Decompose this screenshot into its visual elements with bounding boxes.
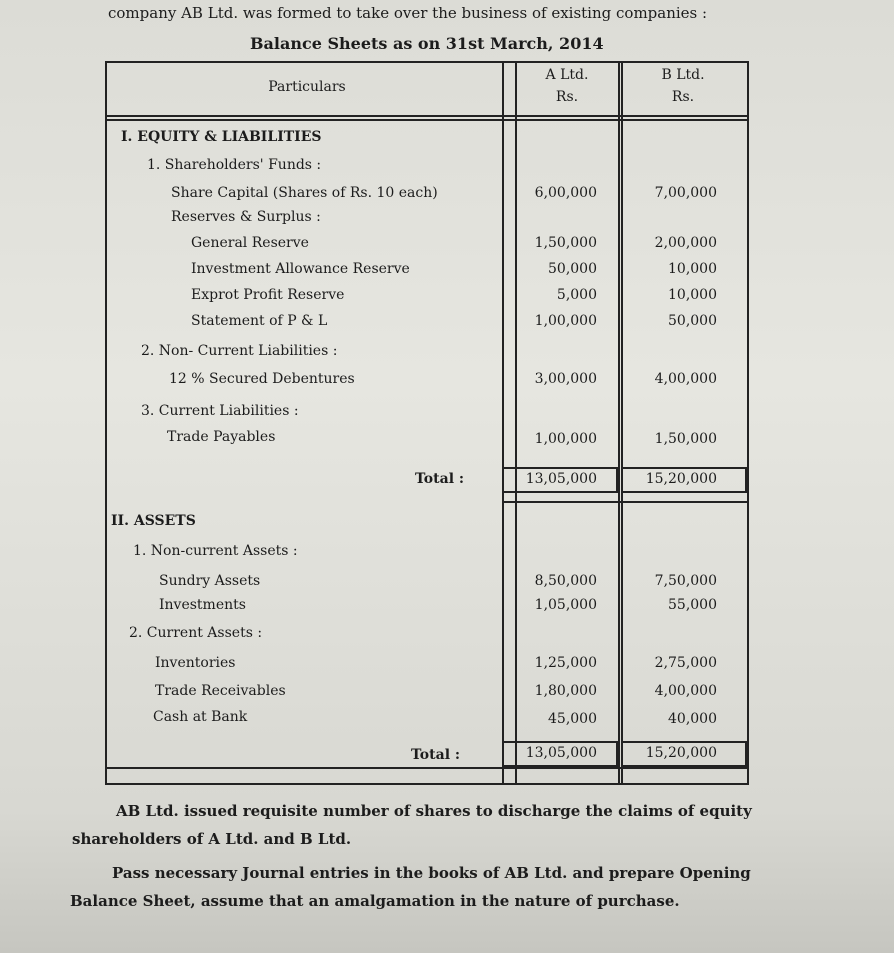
- row-general-reserve-a: 1,50,000: [534, 235, 597, 251]
- col-divider-a: [502, 63, 504, 783]
- group-current-assets: 2. Current Assets :: [129, 625, 263, 641]
- col-divider-a-inner: [515, 63, 517, 783]
- group-current-liabilities: 3. Current Liabilities :: [141, 403, 299, 419]
- header-rule-2: [107, 119, 747, 121]
- header-rule: [107, 115, 747, 117]
- row-inventories-label: Inventories: [155, 655, 236, 671]
- row-investment-allowance-b: 10,000: [668, 261, 717, 277]
- row-investments-b: 55,000: [668, 597, 717, 613]
- total-assets-b: 15,20,000: [645, 745, 717, 761]
- row-export-profit-label: Exprot Profit Reserve: [191, 287, 345, 303]
- row-general-reserve-b: 2,00,000: [654, 235, 717, 251]
- group-non-current-assets: 1. Non-current Assets :: [133, 543, 298, 559]
- row-investments-label: Investments: [159, 597, 246, 613]
- row-investments-a: 1,05,000: [534, 597, 597, 613]
- header-col-a: A Ltd.: [545, 67, 589, 83]
- header-col-b-unit: Rs.: [671, 89, 695, 105]
- row-sundry-assets-b: 7,50,000: [654, 573, 717, 589]
- row-debentures-b: 4,00,000: [654, 371, 717, 387]
- liabilities-end-rule: [502, 501, 747, 503]
- group-shareholders-funds: 1. Shareholders' Funds :: [147, 157, 322, 173]
- row-pl-b: 50,000: [668, 313, 717, 329]
- section-equity-liabilities: I. EQUITY & LIABILITIES: [121, 129, 322, 145]
- header-col-a-unit: Rs.: [555, 89, 579, 105]
- row-inventories-b: 2,75,000: [654, 655, 717, 671]
- table-title: Balance Sheets as on 31st March, 2014: [250, 34, 604, 53]
- row-trade-payables-b: 1,50,000: [654, 431, 717, 447]
- row-pl-a: 1,00,000: [534, 313, 597, 329]
- intro-text: company AB Ltd. was formed to take over the business of existing companies :: [108, 4, 708, 22]
- header-col-b: B Ltd.: [661, 67, 705, 83]
- row-pl-label: Statement of P & L: [191, 313, 328, 329]
- row-trade-receivables-label: Trade Receivables: [155, 683, 286, 699]
- footer-line-3: Pass necessary Journal entries in the books of AB Ltd. and prepare Opening: [112, 864, 751, 882]
- row-share-capital-b: 7,00,000: [654, 185, 717, 201]
- row-trade-payables-label: Trade Payables: [167, 429, 276, 445]
- footer-line-2: shareholders of A Ltd. and B Ltd.: [72, 830, 352, 848]
- row-investment-allowance-label: Investment Allowance Reserve: [191, 261, 410, 277]
- balance-sheet-table: [105, 61, 749, 785]
- total-liabilities-a: 13,05,000: [525, 471, 597, 487]
- col-divider-b-inner: [621, 63, 623, 783]
- row-share-capital-a: 6,00,000: [534, 185, 597, 201]
- row-general-reserve-label: General Reserve: [191, 235, 309, 251]
- row-inventories-a: 1,25,000: [534, 655, 597, 671]
- row-export-profit-a: 5,000: [556, 287, 597, 303]
- total-liabilities-label: Total :: [415, 471, 465, 487]
- header-particulars: Particulars: [268, 79, 346, 95]
- row-sundry-assets-a: 8,50,000: [534, 573, 597, 589]
- section-assets: II. ASSETS: [111, 513, 196, 529]
- group-non-current-liabilities: 2. Non- Current Liabilities :: [141, 343, 338, 359]
- footer-line-4: Balance Sheet, assume that an amalgamation in the nature of purchase.: [70, 892, 680, 910]
- total-assets-a: 13,05,000: [525, 745, 597, 761]
- col-divider-b: [618, 63, 620, 783]
- row-debentures-label: 12 % Secured Debentures: [169, 371, 355, 387]
- row-debentures-a: 3,00,000: [534, 371, 597, 387]
- group-reserves-surplus: Reserves & Surplus :: [171, 209, 321, 225]
- row-share-capital-label: Share Capital (Shares of Rs. 10 each): [171, 185, 438, 201]
- row-trade-receivables-a: 1,80,000: [534, 683, 597, 699]
- total-liabilities-b: 15,20,000: [645, 471, 717, 487]
- row-trade-receivables-b: 4,00,000: [654, 683, 717, 699]
- row-trade-payables-a: 1,00,000: [534, 431, 597, 447]
- row-export-profit-b: 10,000: [668, 287, 717, 303]
- row-cash-bank-label: Cash at Bank: [153, 709, 248, 725]
- bottom-rule: [107, 767, 747, 769]
- footer-line-1: AB Ltd. issued requisite number of shares to discharge the claims of equity: [116, 802, 752, 820]
- total-assets-label: Total :: [411, 747, 461, 763]
- row-sundry-assets-label: Sundry Assets: [159, 573, 261, 589]
- row-cash-bank-a: 45,000: [548, 711, 597, 727]
- row-investment-allowance-a: 50,000: [548, 261, 597, 277]
- row-cash-bank-b: 40,000: [668, 711, 717, 727]
